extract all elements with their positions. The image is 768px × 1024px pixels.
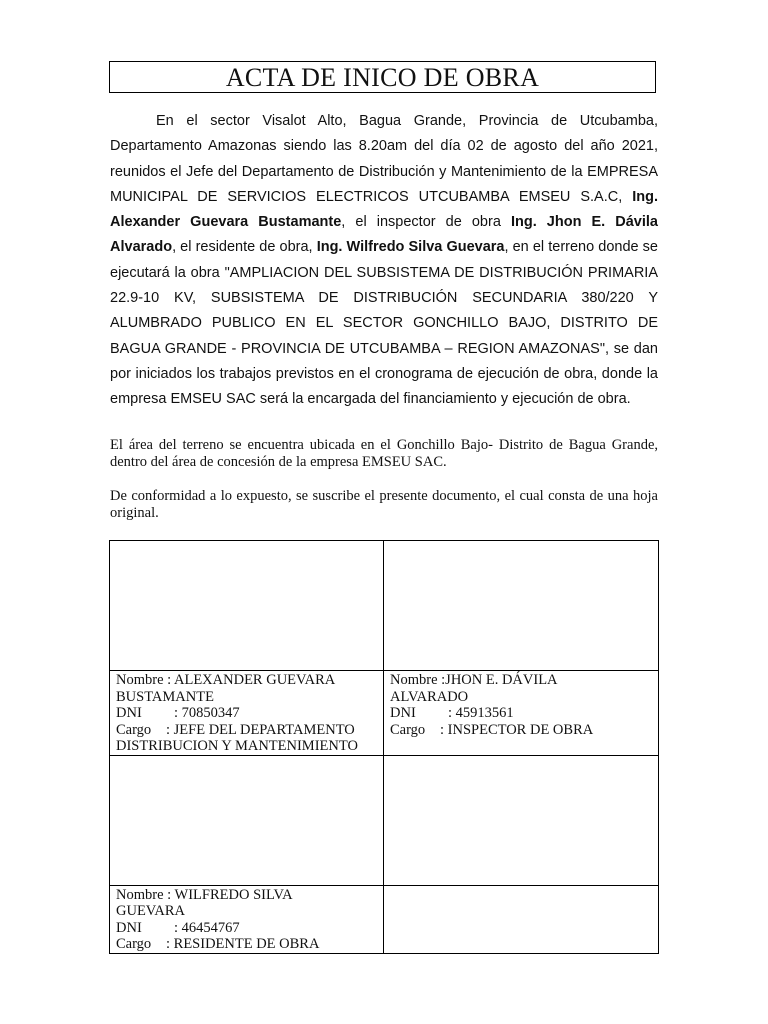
cargo-label: Cargo — [116, 721, 152, 738]
name-alexander-guevara: Ing. Alexander Guevara Bustamante — [110, 188, 658, 231]
nombre-label: Nombre : — [116, 672, 174, 688]
dni-line — [116, 920, 377, 937]
dni-value: : 45913561 — [448, 705, 514, 721]
conformity-paragraph: De conformidad a lo expuesto, se suscribe el presente documento, el cual consta de una hoja original. — [110, 488, 658, 521]
signature-space-row-2 — [110, 755, 659, 885]
signatory-info-1 — [110, 671, 384, 756]
nombre-continuation: BUSTAMANTE — [116, 688, 214, 705]
intro-paragraph — [110, 109, 658, 413]
intro-text-part-3: , el residente de obra, — [172, 239, 317, 256]
empty-info-cell — [384, 885, 659, 953]
intro-text-part-1: En el sector Visalot Alto, Bagua Grande, Provincia de Utcubamba, Departamento Amazonas siendo las 8.20am del día 02 de agosto del año 2021, reunidos el Jefe del Departamento de Distribución y Mantenimiento de la EMPRESA MUNICIPAL DE SERVICIOS ELECTRICOS UTCUBAMBA EMSEU S.A.C, — [110, 113, 658, 205]
signature-box-1 — [110, 541, 384, 671]
cargo-line — [390, 722, 652, 739]
nombre-line — [116, 887, 377, 904]
nombre-value: ALEXANDER GUEVARA — [174, 672, 336, 688]
dni-line — [116, 705, 377, 722]
nombre-line — [116, 672, 377, 689]
cargo-value: : RESIDENTE DE OBRA — [166, 936, 320, 952]
dni-value: : 46454767 — [174, 919, 240, 936]
signature-space-row-1 — [110, 541, 659, 671]
cargo-label: Cargo — [390, 721, 426, 738]
intro-text-part-4: , en el terreno donde se ejecutará la obra "AMPLIACION DEL SUBSISTEMA DE DISTRIBUCIÓN PRIMARIA 22.9-10 KV, SUBSISTEMA DE DISTRIBUCIÓN SECUNDARIA 380/220 Y ALUMBRADO PUBLICO EN EL SECTOR GONCHILLO BAJO, DISTRITO DE BAGUA GRANDE - PROVINCIA DE UTCUBAMBA – REGION AMAZONAS", se dan por iniciados los trabajos previstos en el cronograma de ejecución de obra, donde la empresa EMSEU SAC será la encargada del financiamiento y ejecución de obra. — [110, 239, 658, 408]
signature-table — [109, 540, 659, 954]
signature-box-3 — [110, 755, 384, 885]
signatory-info-row-2 — [110, 885, 659, 953]
cargo-continuation: DISTRIBUCION Y MANTENIMIENTO — [116, 738, 358, 754]
dni-line — [390, 705, 652, 722]
nombre-continuation: ALVARADO — [390, 688, 469, 705]
dni-label: DNI — [116, 919, 142, 936]
signature-box-2 — [384, 541, 659, 671]
dni-label: DNI — [116, 705, 142, 721]
name-wilfredo-silva: Ing. Wilfredo Silva Guevara — [316, 239, 505, 256]
intro-text-part-2: , el inspector de obra — [341, 214, 511, 231]
nombre-line — [390, 672, 652, 689]
cargo-value: : JEFE DEL DEPARTAMENTO — [166, 721, 355, 738]
location-paragraph: El área del terreno se encuentra ubicada en el Gonchillo Bajo- Distrito de Bagua Grande, dentro del área de concesión de la empresa EMSEU SAC. — [110, 437, 658, 470]
nombre-continuation: GUEVARA — [116, 903, 186, 919]
cargo-line — [116, 936, 377, 953]
signatory-info-row-1 — [110, 671, 659, 756]
nombre-value: WILFREDO SILVA — [174, 886, 293, 903]
cargo-value: : INSPECTOR DE OBRA — [440, 721, 594, 738]
name-jhon-davila: Ing. Jhon E. Dávila Alvarado — [110, 214, 658, 256]
cargo-line — [116, 722, 377, 739]
nombre-label: Nombre : — [390, 672, 446, 688]
cargo-label: Cargo — [116, 936, 152, 952]
nombre-value: JHON E. DÁVILA — [445, 672, 558, 688]
signature-box-4 — [384, 755, 659, 885]
signatory-info-2 — [384, 671, 659, 756]
signatory-info-3 — [110, 885, 384, 953]
dni-label: DNI — [390, 705, 416, 721]
nombre-label: Nombre : — [116, 886, 175, 903]
document-title: ACTA DE INICO DE OBRA — [109, 61, 656, 93]
dni-value: : 70850347 — [174, 705, 240, 721]
